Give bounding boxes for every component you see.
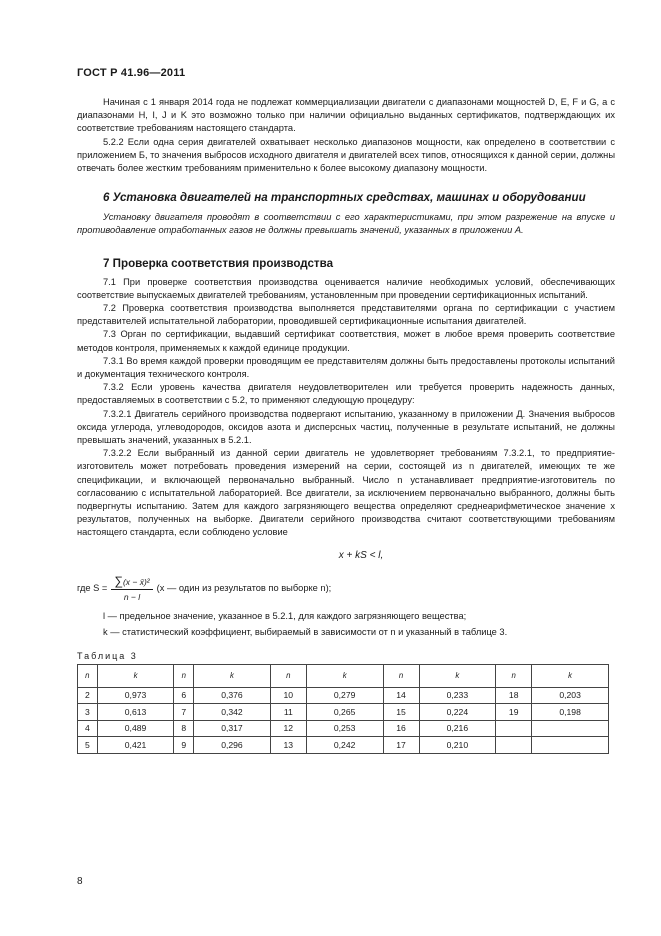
- table-cell: 13: [270, 737, 306, 754]
- paragraph-7-3-2-2: 7.3.2.2 Если выбранный из данной серии двигатель не удовлетворяет требованиям 7.3.2.1, то предприятие-изготовитель может потребовать проведения измерений на серии, состоящей из n двигателей, имеющих те же спецификации, и включающей первоначально выбранный. Число n устанавливает предприятие-изготовитель по согласованию с испытательной лабораторией. Все двигатели, за исключением первоначально выбранного, должны быть подвергнуты испытанию. Затем для каждого загрязняющего вещества определяют среднеарифметическое значение x результатов, полученных на выборке. Двигатели серийного производства считают соответствующими требованиям настоящего стандарта, если соблюдено условие: [77, 448, 615, 538]
- table-row: [78, 737, 609, 754]
- header-cell: n: [496, 664, 532, 687]
- table-cell: 0,376: [194, 687, 271, 704]
- section-6-heading: 6 Установка двигателей на транспортных средствах, машинах и оборудовании: [103, 191, 586, 205]
- table-cell: 0,216: [419, 720, 496, 737]
- table-cell: 0,317: [194, 720, 271, 737]
- header-cell: k: [532, 664, 609, 687]
- header-cell: n: [174, 664, 194, 687]
- table-cell: 0,242: [306, 737, 383, 754]
- table-row: [78, 704, 609, 721]
- table-cell: 6: [174, 687, 194, 704]
- paragraph-7-3-2-1: 7.3.2.1 Двигатель серийного производства подвергают испытанию, указанному в приложении Д. Значения выбросов оксида углерода, углеводородов, оксидов азота и дисперсных частиц, полученные в результате испытаний, не должны превышать значений, указанных в 5.2.1.: [77, 408, 615, 446]
- header-cell: n: [78, 664, 98, 687]
- fraction: [111, 574, 152, 602]
- fraction-denominator: n − l: [123, 591, 141, 602]
- table-cell: 19: [496, 704, 532, 721]
- table-cell: 12: [270, 720, 306, 737]
- paragraph-7-3-1: 7.3.1 Во время каждой проверки проводящим ее представителям должны быть предоставлены протоколы испытаний и документация технического контроля.: [77, 355, 615, 380]
- coefficient-table: [77, 664, 609, 754]
- table-cell: [532, 737, 609, 754]
- table-header-row: [78, 664, 609, 687]
- table-row: [78, 720, 609, 737]
- table-cell: 9: [174, 737, 194, 754]
- paragraph-7-2: 7.2 Проверка соответствия производства выполняется представителями органа по сертификации с участием представителей испытательной лаборатории, проводившей сертификационные испытания двигателей.: [77, 303, 615, 327]
- table-cell: 8: [174, 720, 194, 737]
- table-cell: 4: [78, 720, 98, 737]
- table-cell: 18: [496, 687, 532, 704]
- definition-k: k — статистический коэффициент, выбираемый в зависимости от n и указанный в таблице 3.: [103, 626, 508, 637]
- section-6-text: Установку двигателя проводят в соответствии с его характеристиками, при этом разрежение на впуске и противодавление отработанных газов не должны превышать значений, указанных в приложении А.: [77, 212, 615, 236]
- paragraph-7-3-2: 7.3.2 Если уровень качества двигателя неудовлетворителен или требуется проверить надежность данных, предоставляемых в соответствии с 5.2, то применяют следующую процедуру:: [77, 382, 615, 406]
- table-cell: 7: [174, 704, 194, 721]
- table-cell: [532, 720, 609, 737]
- where-prefix: где S =: [77, 582, 108, 593]
- header-cell: n: [383, 664, 419, 687]
- paragraph-7-3: 7.3 Орган по сертификации, выдавший сертификат соответствия, может в любое время проверить соответствие методов контроля, применяемых к каждой единице продукции.: [77, 329, 615, 353]
- table-cell: 0,253: [306, 720, 383, 737]
- table-cell: 0,210: [419, 737, 496, 754]
- table-cell: 0,296: [194, 737, 271, 754]
- table-cell: [496, 737, 532, 754]
- paragraph-5-2-2: 5.2.2 Если одна серия двигателей охватывает несколько диапазонов мощности, как определено в соответствии с приложением Б, то значения выбросов исходного двигателя и двигателей всех типов, относящихся к данной серии, должны отвечать более жестким требованиям применительно к более высокому диапазону мощности.: [77, 136, 615, 174]
- table-cell: 17: [383, 737, 419, 754]
- table-cell: 0,265: [306, 704, 383, 721]
- table-cell: 15: [383, 704, 419, 721]
- table-caption: Таблица 3: [77, 650, 138, 661]
- document-body: [77, 96, 615, 754]
- where-suffix: (x — один из результатов по выборке n);: [156, 582, 332, 593]
- table-cell: 0,224: [419, 704, 496, 721]
- table-cell: 2: [78, 687, 98, 704]
- table-cell: 14: [383, 687, 419, 704]
- section-7-heading: 7 Проверка соответствия производства: [103, 256, 334, 270]
- table-cell: 0,233: [419, 687, 496, 704]
- paragraph-7-1: 7.1 При проверке соответствия производства оценивается наличие необходимых условий, обеспечивающих соответствие выпускаемых двигателей требованиям, установленным при проведении сертификационных испытаний.: [77, 276, 615, 300]
- table-cell: 10: [270, 687, 306, 704]
- formula-definition: [77, 569, 615, 607]
- table-cell: 0,198: [532, 704, 609, 721]
- header-cell: n: [270, 664, 306, 687]
- table-cell: 0,203: [532, 687, 609, 704]
- table-cell: 0,279: [306, 687, 383, 704]
- sum-symbol: ∑: [114, 573, 123, 588]
- table-cell: 3: [78, 704, 98, 721]
- table-cell: 0,973: [97, 687, 174, 704]
- paragraph: Начиная с 1 января 2014 года не подлежат коммерциализации двигатели с диапазонами мощностей D, E, F и G, а с диапазонами H, I, J и K это возможно только при наличии официально выданных сертификатов, подтверждающих их соответствие требованиям настоящего стандарта.: [77, 97, 615, 134]
- table-cell: [496, 720, 532, 737]
- header-cell: k: [306, 664, 383, 687]
- header-cell: k: [194, 664, 271, 687]
- table-cell: 16: [383, 720, 419, 737]
- document-header: ГОСТ Р 41.96—2011: [77, 67, 186, 79]
- header-cell: k: [419, 664, 496, 687]
- condition-formula: x + kS < l,: [338, 549, 384, 561]
- page-number: 8: [77, 876, 83, 887]
- table-cell: 0,613: [97, 704, 174, 721]
- table-cell: 0,342: [194, 704, 271, 721]
- table-cell: 5: [78, 737, 98, 754]
- definition-l: l — предельное значение, указанное в 5.2.1, для каждого загрязняющего вещества;: [103, 610, 467, 621]
- table-cell: 0,489: [97, 720, 174, 737]
- table-cell: 11: [270, 704, 306, 721]
- fraction-numerator: ∑(x − x̄)²: [111, 574, 152, 590]
- header-cell: k: [97, 664, 174, 687]
- table-row: [78, 687, 609, 704]
- table-cell: 0,421: [97, 737, 174, 754]
